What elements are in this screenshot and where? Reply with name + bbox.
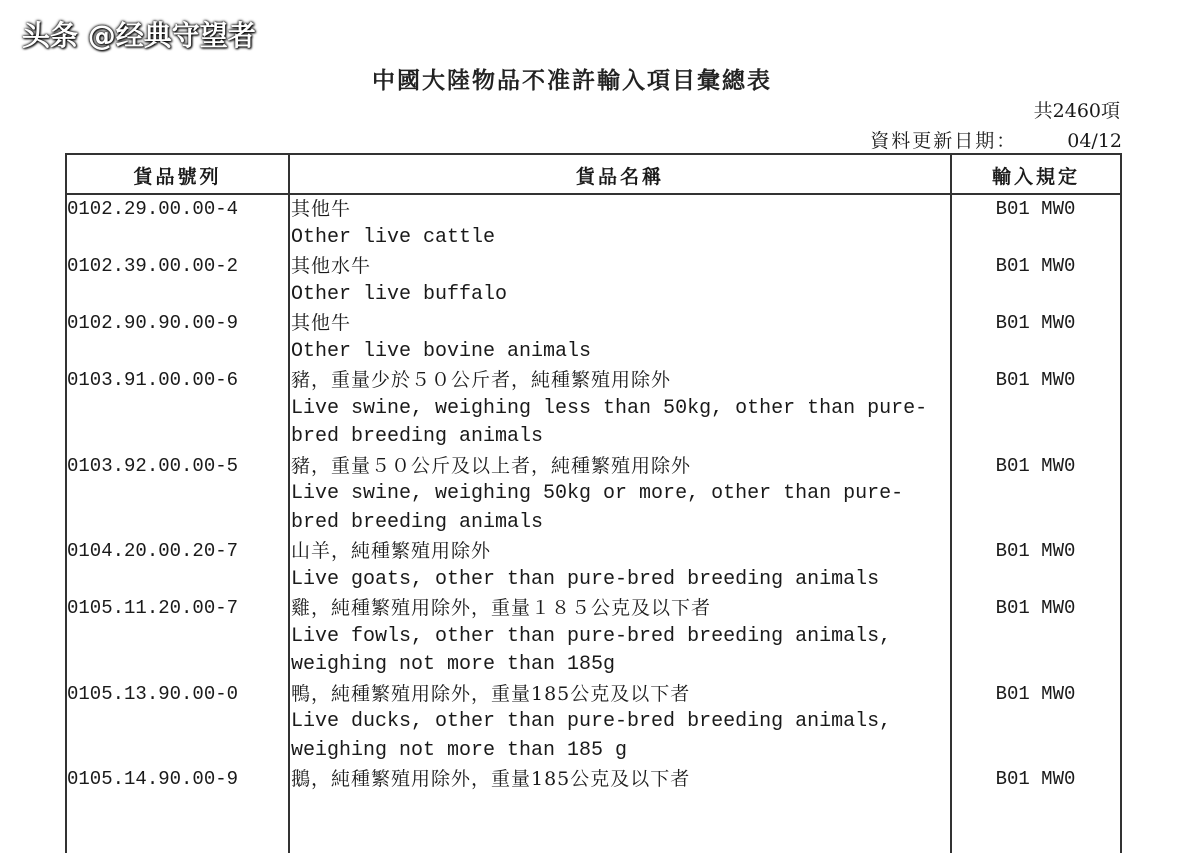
goods-name-zh: 雞，純種繁殖用除外，重量１８５公克及以下者 (291, 597, 712, 619)
date-value: 04/12 (1067, 130, 1122, 152)
goods-name (289, 195, 951, 252)
goods-name-zh: 鴨，純種繁殖用除外，重量185公克及以下者 (291, 682, 691, 705)
table-body (67, 195, 1120, 794)
table-row (67, 452, 1120, 538)
goods-name-zh: 其他水牛 (291, 255, 372, 277)
goods-name-en: Other live bovine animals (291, 339, 592, 363)
goods-table (65, 153, 1122, 853)
import-rule: B01 MW0 (995, 540, 1076, 562)
table-header (67, 155, 1120, 195)
goods-name-zh: 豬，重量少於５０公斤者，純種繁殖用除外 (291, 369, 672, 391)
table-row (67, 309, 1120, 366)
goods-name (289, 309, 951, 366)
import-rule: B01 MW0 (995, 597, 1076, 619)
header-name: 貨品名稱 (575, 166, 664, 188)
goods-name-zh: 鵝，純種繁殖用除外，重量185公克及以下者 (291, 768, 691, 790)
table-row (67, 537, 1120, 594)
goods-code: 0102.90.90.00-9 (67, 312, 239, 334)
goods-name (289, 765, 951, 794)
goods-name (289, 366, 951, 452)
goods-name-en: Live swine, weighing 50kg or more, other than pure-bred breeding animals (291, 482, 904, 534)
goods-code: 0105.14.90.00-9 (67, 768, 239, 790)
import-rule: B01 MW0 (995, 198, 1076, 220)
goods-name (289, 594, 951, 680)
goods-name-zh: 豬，重量５０公斤及以上者，純種繁殖用除外 (291, 454, 692, 477)
goods-name (289, 537, 951, 594)
goods-code: 0105.13.90.00-0 (67, 682, 239, 705)
table-row (67, 252, 1120, 309)
document-title: 中國大陸物品不准許輸入項目彙總表 (372, 67, 772, 94)
goods-name-en: Live fowls, other than pure-bred breeding animals, weighing not more than 185g (291, 624, 892, 676)
import-rule: B01 MW0 (995, 369, 1076, 391)
goods-code: 0102.29.00.00-4 (67, 198, 239, 220)
goods-code: 0102.39.00.00-2 (67, 255, 239, 277)
goods-code: 0103.92.00.00-5 (67, 454, 239, 477)
watermark: 头条 @经典守望者 (22, 19, 256, 52)
import-rule: B01 MW0 (995, 312, 1076, 334)
goods-code: 0105.11.20.00-7 (67, 597, 239, 619)
goods-code: 0104.20.00.20-7 (67, 540, 239, 562)
goods-name-zh: 其他牛 (291, 312, 352, 334)
goods-name-en: Live ducks, other than pure-bred breeding animals, weighing not more than 185 g (291, 710, 892, 762)
goods-name (289, 252, 951, 309)
goods-name-en: Other live buffalo (291, 282, 508, 306)
goods-name (289, 452, 951, 538)
table-row (67, 366, 1120, 452)
date-label: 資料更新日期： (870, 130, 1018, 152)
import-rule: B01 MW0 (995, 255, 1076, 277)
item-count: 共2460項 (1033, 100, 1120, 122)
goods-name-en: Live goats, other than pure-bred breeding animals (291, 567, 880, 591)
import-rule: B01 MW0 (995, 454, 1076, 477)
goods-code: 0103.91.00.00-6 (67, 369, 239, 391)
header-code: 貨品號列 (133, 166, 222, 188)
goods-name-zh: 山羊，純種繁殖用除外 (291, 540, 492, 562)
goods-name-en: Other live cattle (291, 225, 496, 249)
goods-name (289, 680, 951, 766)
import-rule: B01 MW0 (995, 768, 1076, 790)
goods-name-en: Live swine, weighing less than 50kg, other than pure-bred breeding animals (291, 396, 928, 448)
import-rule: B01 MW0 (995, 682, 1076, 705)
update-date (870, 126, 1122, 153)
table-row (67, 765, 1120, 794)
table-row (67, 195, 1120, 252)
table-row (67, 680, 1120, 766)
goods-name-zh: 其他牛 (291, 198, 352, 220)
header-rule: 輸入規定 (991, 166, 1080, 188)
table-row (67, 594, 1120, 680)
